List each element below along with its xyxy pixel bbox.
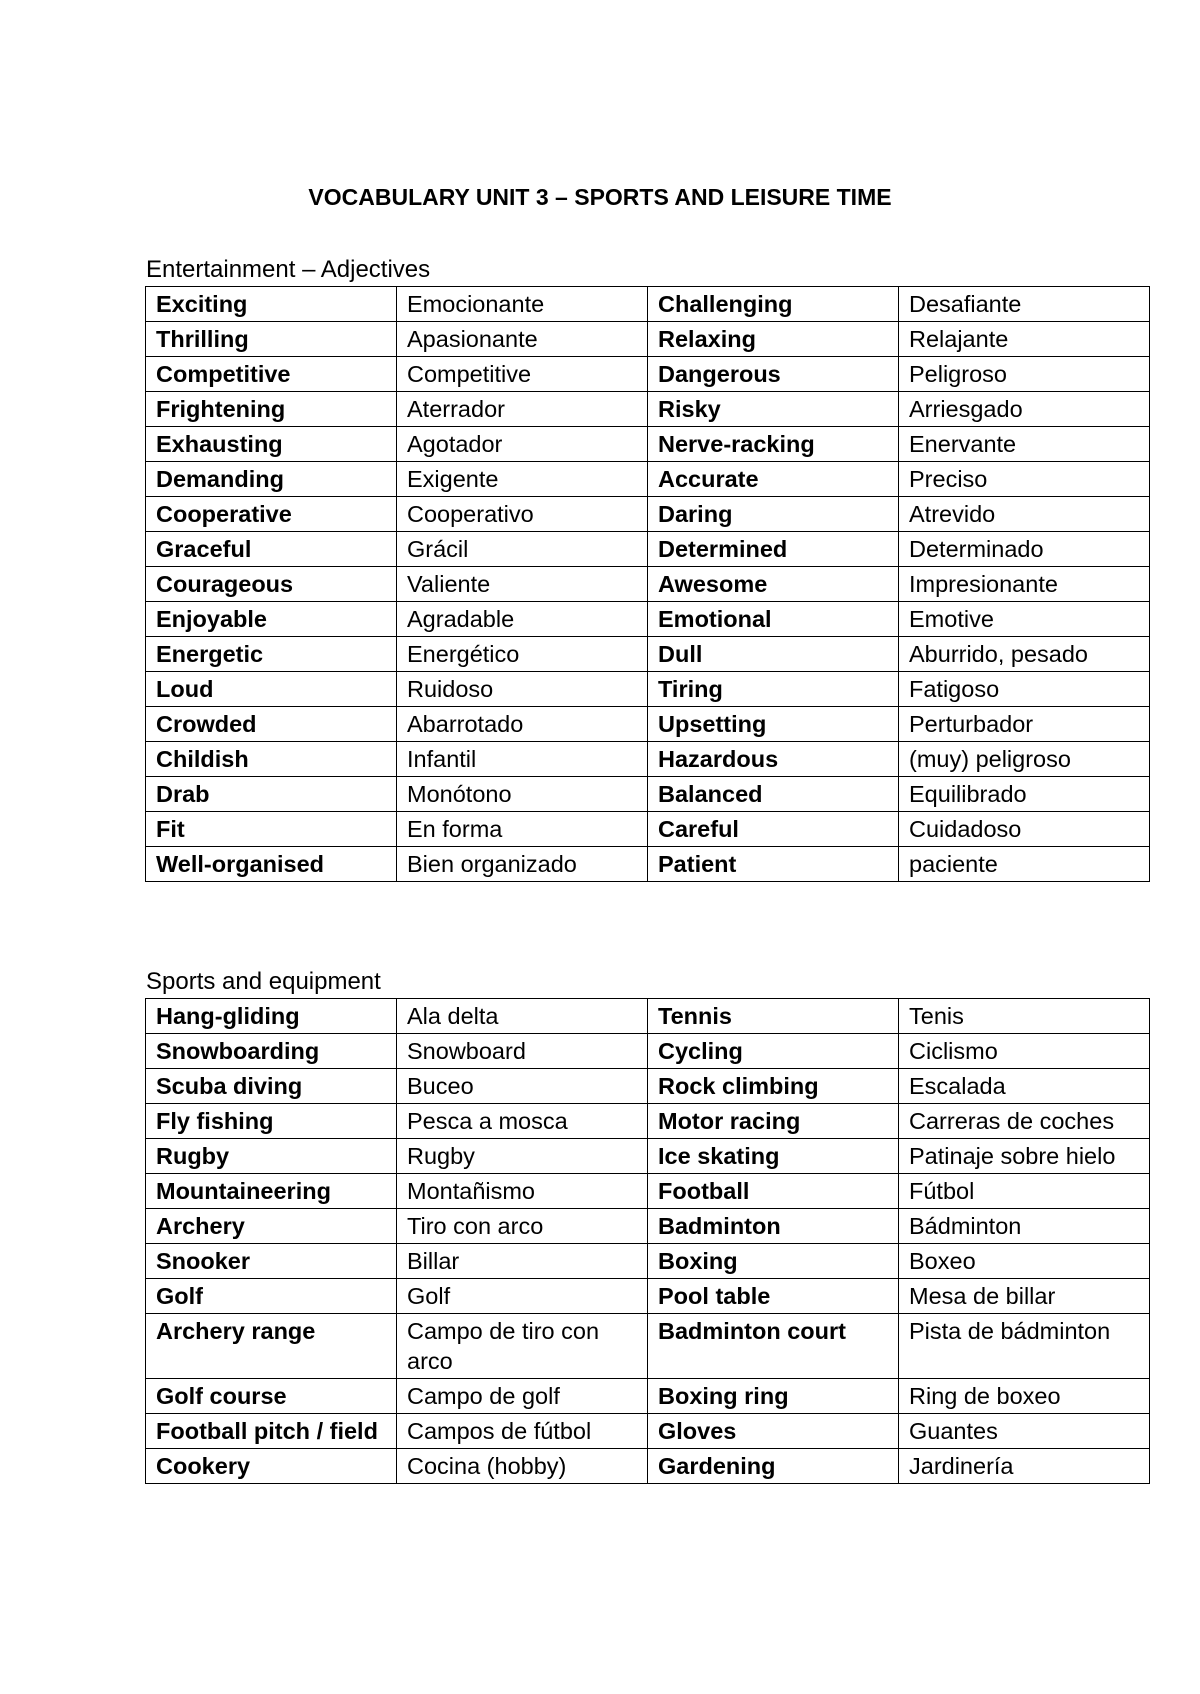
english-term: Thrilling [146, 322, 397, 357]
spanish-translation: Bádminton [899, 1209, 1150, 1244]
table-row [146, 777, 1150, 812]
spanish-translation: Agotador [397, 427, 648, 462]
english-term: Hang-gliding [146, 999, 397, 1034]
spanish-translation: Patinaje sobre hielo [899, 1139, 1150, 1174]
english-term: Challenging [648, 287, 899, 322]
english-term: Gloves [648, 1414, 899, 1449]
table-row [146, 672, 1150, 707]
table-row [146, 427, 1150, 462]
table-row [146, 1069, 1150, 1104]
english-term: Badminton [648, 1209, 899, 1244]
spanish-translation: Billar [397, 1244, 648, 1279]
english-term: Demanding [146, 462, 397, 497]
table-row [146, 602, 1150, 637]
english-term: Boxing [648, 1244, 899, 1279]
english-term: Nerve-racking [648, 427, 899, 462]
adjectives-table [145, 286, 1150, 882]
spanish-translation: En forma [397, 812, 648, 847]
spanish-translation: Energético [397, 637, 648, 672]
spanish-translation: Competitive [397, 357, 648, 392]
english-term: Drab [146, 777, 397, 812]
table-row [146, 1174, 1150, 1209]
table-row [146, 1104, 1150, 1139]
spanish-translation: Ring de boxeo [899, 1379, 1150, 1414]
english-term: Fit [146, 812, 397, 847]
spanish-translation: Atrevido [899, 497, 1150, 532]
english-term: Rock climbing [648, 1069, 899, 1104]
spanish-translation: paciente [899, 847, 1150, 882]
table-row [146, 1414, 1150, 1449]
english-term: Courageous [146, 567, 397, 602]
english-term: Dull [648, 637, 899, 672]
spanish-translation: Snowboard [397, 1034, 648, 1069]
spanish-translation: Cuidadoso [899, 812, 1150, 847]
table-row [146, 707, 1150, 742]
spanish-translation: Ruidoso [397, 672, 648, 707]
english-term: Golf [146, 1279, 397, 1314]
english-term: Football pitch / field [146, 1414, 397, 1449]
english-term: Ice skating [648, 1139, 899, 1174]
english-term: Snooker [146, 1244, 397, 1279]
table-row [146, 1209, 1150, 1244]
spanish-translation: Campo de tiro con arco [397, 1314, 648, 1379]
spanish-translation: Desafiante [899, 287, 1150, 322]
table-row [146, 532, 1150, 567]
spanish-translation: Fatigoso [899, 672, 1150, 707]
table-row [146, 1034, 1150, 1069]
english-term: Tiring [648, 672, 899, 707]
table-row [146, 637, 1150, 672]
table-row [146, 1449, 1150, 1484]
english-term: Exciting [146, 287, 397, 322]
english-term: Well-organised [146, 847, 397, 882]
spanish-translation: Grácil [397, 532, 648, 567]
section-heading-adjectives: Entertainment – Adjectives [146, 256, 431, 283]
spanish-translation: Infantil [397, 742, 648, 777]
spanish-translation: Aterrador [397, 392, 648, 427]
english-term: Awesome [648, 567, 899, 602]
english-term: Motor racing [648, 1104, 899, 1139]
spanish-translation: Relajante [899, 322, 1150, 357]
english-term: Scuba diving [146, 1069, 397, 1104]
spanish-translation: Preciso [899, 462, 1150, 497]
table-row [146, 999, 1150, 1034]
sports-table [145, 998, 1150, 1484]
english-term: Hazardous [648, 742, 899, 777]
table-row [146, 1139, 1150, 1174]
english-term: Cookery [146, 1449, 397, 1484]
english-term: Cycling [648, 1034, 899, 1069]
table-row [146, 1379, 1150, 1414]
spanish-translation: Exigente [397, 462, 648, 497]
spanish-translation: Cooperativo [397, 497, 648, 532]
english-term: Archery range [146, 1314, 397, 1379]
spanish-translation: Golf [397, 1279, 648, 1314]
table-row [146, 1279, 1150, 1314]
spanish-translation: Pista de bádminton [899, 1314, 1150, 1379]
english-term: Pool table [648, 1279, 899, 1314]
spanish-translation: Cocina (hobby) [397, 1449, 648, 1484]
table-row [146, 462, 1150, 497]
english-term: Fly fishing [146, 1104, 397, 1139]
table-row [146, 497, 1150, 532]
english-term: Graceful [146, 532, 397, 567]
spanish-translation: Impresionante [899, 567, 1150, 602]
english-term: Relaxing [648, 322, 899, 357]
english-term: Childish [146, 742, 397, 777]
spanish-translation: Aburrido, pesado [899, 637, 1150, 672]
table-row [146, 357, 1150, 392]
spanish-translation: Buceo [397, 1069, 648, 1104]
english-term: Gardening [648, 1449, 899, 1484]
english-term: Accurate [648, 462, 899, 497]
spanish-translation: Ala delta [397, 999, 648, 1034]
spanish-translation: Monótono [397, 777, 648, 812]
spanish-translation: Mesa de billar [899, 1279, 1150, 1314]
table-row [146, 567, 1150, 602]
english-term: Golf course [146, 1379, 397, 1414]
spanish-translation: Agradable [397, 602, 648, 637]
spanish-translation: Boxeo [899, 1244, 1150, 1279]
english-term: Rugby [146, 1139, 397, 1174]
spanish-translation: Fútbol [899, 1174, 1150, 1209]
spanish-translation: Apasionante [397, 322, 648, 357]
english-term: Patient [648, 847, 899, 882]
english-term: Loud [146, 672, 397, 707]
spanish-translation: Abarrotado [397, 707, 648, 742]
table-row [146, 847, 1150, 882]
table-row [146, 1314, 1150, 1379]
spanish-translation: Peligroso [899, 357, 1150, 392]
english-term: Crowded [146, 707, 397, 742]
english-term: Determined [648, 532, 899, 567]
spanish-translation: Montañismo [397, 1174, 648, 1209]
table-row [146, 742, 1150, 777]
english-term: Cooperative [146, 497, 397, 532]
page-title: VOCABULARY UNIT 3 – SPORTS AND LEISURE TIME [308, 184, 892, 210]
english-term: Football [648, 1174, 899, 1209]
spanish-translation: Tiro con arco [397, 1209, 648, 1244]
spanish-translation: Tenis [899, 999, 1150, 1034]
spanish-translation: Guantes [899, 1414, 1150, 1449]
english-term: Competitive [146, 357, 397, 392]
spanish-translation: Arriesgado [899, 392, 1150, 427]
english-term: Tennis [648, 999, 899, 1034]
spanish-translation: Carreras de coches [899, 1104, 1150, 1139]
table-row [146, 392, 1150, 427]
section-heading-sports: Sports and equipment [146, 968, 381, 995]
english-term: Boxing ring [648, 1379, 899, 1414]
english-term: Careful [648, 812, 899, 847]
english-term: Enjoyable [146, 602, 397, 637]
english-term: Badminton court [648, 1314, 899, 1379]
english-term: Archery [146, 1209, 397, 1244]
spanish-translation: Valiente [397, 567, 648, 602]
english-term: Energetic [146, 637, 397, 672]
spanish-translation: Jardinería [899, 1449, 1150, 1484]
spanish-translation: Determinado [899, 532, 1150, 567]
english-term: Snowboarding [146, 1034, 397, 1069]
spanish-translation: Campos de fútbol [397, 1414, 648, 1449]
english-term: Emotional [648, 602, 899, 637]
spanish-translation: Campo de golf [397, 1379, 648, 1414]
english-term: Exhausting [146, 427, 397, 462]
spanish-translation: Escalada [899, 1069, 1150, 1104]
english-term: Daring [648, 497, 899, 532]
table-row [146, 322, 1150, 357]
spanish-translation: Perturbador [899, 707, 1150, 742]
spanish-translation: (muy) peligroso [899, 742, 1150, 777]
spanish-translation: Rugby [397, 1139, 648, 1174]
english-term: Frightening [146, 392, 397, 427]
spanish-translation: Bien organizado [397, 847, 648, 882]
spanish-translation: Enervante [899, 427, 1150, 462]
spanish-translation: Equilibrado [899, 777, 1150, 812]
english-term: Risky [648, 392, 899, 427]
spanish-translation: Ciclismo [899, 1034, 1150, 1069]
english-term: Balanced [648, 777, 899, 812]
spanish-translation: Emocionante [397, 287, 648, 322]
table-row [146, 1244, 1150, 1279]
english-term: Upsetting [648, 707, 899, 742]
english-term: Dangerous [648, 357, 899, 392]
table-row [146, 812, 1150, 847]
table-row [146, 287, 1150, 322]
spanish-translation: Emotive [899, 602, 1150, 637]
english-term: Mountaineering [146, 1174, 397, 1209]
spanish-translation: Pesca a mosca [397, 1104, 648, 1139]
